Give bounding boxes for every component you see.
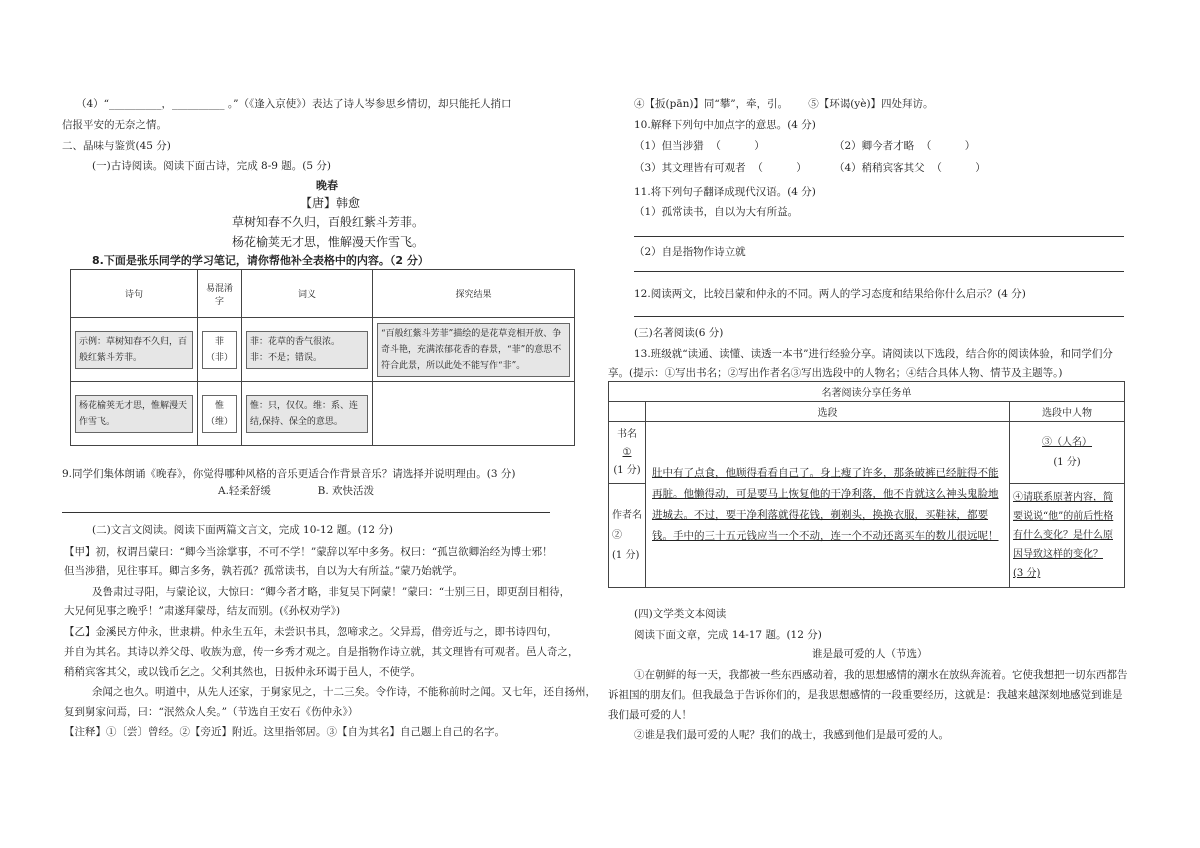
table-header: 探究结果 (373, 270, 575, 318)
passage-cell (646, 422, 1010, 588)
text-yi-line-4: 余闻之也久。明道中，从先人还家，于舅家见之，十二三矣。令作诗，不能称前时之闻。又七年，还自扬州， (92, 686, 596, 698)
table-cell: 杨花榆荚无才思，惟解漫天作雪飞。 (71, 382, 198, 446)
book-name-cell[interactable] (609, 422, 646, 484)
study-notes-table (70, 269, 575, 446)
text-jia-line-1: 【甲】初，权谓吕蒙曰：“卿今当涂掌事，不可不学！”蒙辞以军中多务。权曰：“孤岂欲卿治经为博士邪！ (64, 546, 553, 558)
article-p1-line-1: ①在朝鲜的每一天，我都被一些东西感动着，我的思想感情的潮水在放纵奔流着。它使我想把一切东西都告 (634, 669, 1128, 681)
reading-task-table (608, 381, 1125, 588)
poem-title: 晚春 (316, 179, 338, 192)
table-header: 词义 (242, 270, 373, 318)
q11-prompt: 11.将下列句子翻译成现代汉语。(4 分) (634, 186, 816, 198)
section-4-heading: (四)文学类文本阅读 (634, 608, 727, 620)
q10-item-2: （2）卿今者才略 （ ） (834, 140, 976, 152)
q10-item-4: （4）稍稍宾客其父 （ ） (834, 162, 986, 174)
text-yi-line-1: 【乙】金溪民方仲永，世隶耕。仲永生五年，未尝识书具，忽啼求之。父异焉，借旁近与之，即书诗四句， (64, 626, 558, 638)
column-passage: 选段 (646, 402, 1010, 422)
author-label: 作者名② (612, 509, 642, 541)
q4-line2: 信报平安的无奈之情。 (62, 119, 167, 131)
article-p1-line-3: 我们最可爱的人！ (608, 709, 692, 721)
table-cell: 菲（非） (198, 318, 242, 382)
q13-line-2: 享。(提示：①写出书名；②写出作者名③写出选段中的人物名；④结合具体人物、情节及主题等。) (608, 367, 1063, 379)
q10-item-1: （1）但当涉猎 （ ） (634, 140, 765, 152)
q8-prompt: 8.下面是张乐同学的学习笔记，请你帮他补全表格中的内容。（2 分） (92, 254, 429, 267)
text-jia-line-2: 但当涉猎，见往事耳。卿言多务，孰若孤？孤常读书，自以为大有所益。”蒙乃始就学。 (64, 565, 464, 577)
q10-item-3: （3）其文理皆有可观者 （ ） (634, 162, 807, 174)
table-cell: “百般红紫斗芳菲”描绘的是花草竞相开放、争奇斗艳，充满浓郁花香的春景，“菲”的意思不符合此景，所以此处不能写作“非”。 (373, 318, 575, 382)
table-header: 诗句 (71, 270, 198, 318)
question-4-cell[interactable] (1010, 484, 1125, 588)
poem-author: 【唐】韩愈 (300, 196, 361, 210)
q10-prompt: 10.解释下列句中加点字的意思。(4 分) (634, 119, 816, 131)
notes-continued: ④【扳(pān)】同“攀”，牵，引。 ⑤【环谒(yè)】四处拜访。 (634, 98, 934, 110)
text-yi-line-3: 稍稍宾客其父，或以钱币乞之。父利其然也，日扳仲永环谒于邑人，不使学。 (64, 666, 421, 678)
article-p1-line-2: 诉祖国的朋友们。但我最急于告诉你们的，是我思想感情的一段重要经历，这就是：我越来越深刻地感觉到谁是 (608, 689, 1123, 701)
book-score: (1 分) (613, 464, 641, 476)
question-4-text: ④请联系原著内容，简要说说“他”的前后性格有什么变化？是什么原因导致这样的变化？ (1013, 492, 1114, 560)
book-blank[interactable]: ① (622, 446, 632, 458)
author-score: (1 分) (612, 549, 640, 561)
q12-prompt: 12.阅读两文，比较吕蒙和仲永的不同。两人的学习态度和结果给你什么启示？(4 分) (634, 288, 1026, 300)
q11-item-2: （2）自是指物作诗立就 (634, 246, 746, 258)
table-header: 易混淆字 (198, 270, 242, 318)
section-3-heading: (三)名著阅读(6 分) (634, 327, 724, 339)
q13-line-1: 13.班级就“读通、读懂、读透一本书”进行经验分享。请阅读以下选段，结合你的阅读体验，和同学们分 (634, 348, 1113, 360)
q9-options: A.轻柔舒缓 B. 欢快活泼 (218, 485, 375, 497)
table-cell-empty[interactable] (373, 382, 575, 446)
text-yi-line-2: 并自为其名。其诗以养父母、收族为意，传一乡秀才观之。自是指物作诗立就，其文理皆有可观者。邑人奇之， (64, 646, 579, 658)
table-cell: 惟：只，仅仅。维：系、连结,保持、保全的意思。 (242, 382, 373, 446)
article-p2: ②谁是我们最可爱的人呢？我们的战士，我感到他们是最可爱的人。 (634, 729, 949, 741)
answer-line[interactable] (634, 316, 1124, 317)
person-score: (1 分) (1053, 456, 1081, 468)
poem-line-1: 草树知春不久归，百般红紫斗芳菲。 (232, 215, 425, 229)
column-person: 选段中人物 (1010, 402, 1125, 422)
table-cell: 惟（维） (198, 382, 242, 446)
answer-line[interactable] (62, 512, 550, 513)
author-cell[interactable] (609, 484, 646, 588)
passage-text: 肚中有了点食，他顾得看看自己了。身上瘦了许多，那条破裤已经脏得不能再脏。他懒得动，可是要马上恢复他的干净利落，他不肯就这么神头鬼脸地进城去。不过，要干净利落就得花钱，剃剃头，换换衣服，买鞋袜，都要钱。手中的三十五元钱应当一个不动，连一个不动还离买车的数儿很远呢！ (652, 466, 999, 542)
annotation-notes: 【注释】①〔尝〕曾经。②【旁近】附近。这里指邻居。③【自为其名】自己题上自己的名字。 (64, 726, 505, 738)
q9-prompt: 9.同学们集体朗诵《晚春》，你觉得哪种风格的音乐更适合作背景音乐？请选择并说明理由。(3 分) (62, 468, 516, 480)
text-yi-line-5: 复到舅家问焉，曰：“泯然众人矣。”（节选自王安石《伤仲永》） (64, 706, 359, 718)
q11-item-1: （1）孤常读书，自以为大有所益。 (634, 206, 799, 218)
person-cell[interactable] (1010, 422, 1125, 484)
person-blank[interactable]: ③（人名） (1042, 436, 1092, 448)
book-label: 书名 (617, 428, 637, 440)
section-2-2-heading: (二)文言文阅读。阅读下面两篇文言文，完成 10-12 题。(12 分) (92, 524, 394, 536)
text-jia-line-3: 及鲁肃过寻阳，与蒙论议，大惊曰：“卿今者才略，非复吴下阿蒙！”蒙曰：“士别三日，即更刮目相待， (92, 586, 571, 598)
text-jia-line-4: 大兄何见事之晚乎！”肃遂拜蒙母，结友而别。(《孙权劝学》) (64, 605, 341, 617)
section-4-subheading: 阅读下面文章，完成 14-17 题。(12 分) (634, 629, 822, 641)
section-2-heading: 二、晶味与鉴赏(45 分) (62, 140, 171, 152)
answer-line[interactable] (634, 271, 1124, 272)
section-2-1-heading: (一)古诗阅读。阅读下面古诗，完成 8-9 题。(5 分) (92, 160, 331, 172)
table-cell: 菲：花草的香气很浓。 非：不是；错误。 (242, 318, 373, 382)
table-cell: 示例：草树知春不久归，百般红紫斗芳菲。 (71, 318, 198, 382)
q4-line1: （4）“__________，__________ 。”（《逢入京使》）表达了诗人岑参思乡情切，却只能托人捎口 (76, 98, 512, 110)
answer-line[interactable] (634, 236, 1124, 237)
article-title: 谁是最可爱的人（节选） (812, 648, 928, 660)
task-title: 名著阅读分享任务单 (609, 382, 1125, 402)
question-4-score: (3 分) (1013, 568, 1041, 579)
poem-line-2: 杨花榆荚无才思，惟解漫天作雪飞。 (232, 235, 425, 249)
